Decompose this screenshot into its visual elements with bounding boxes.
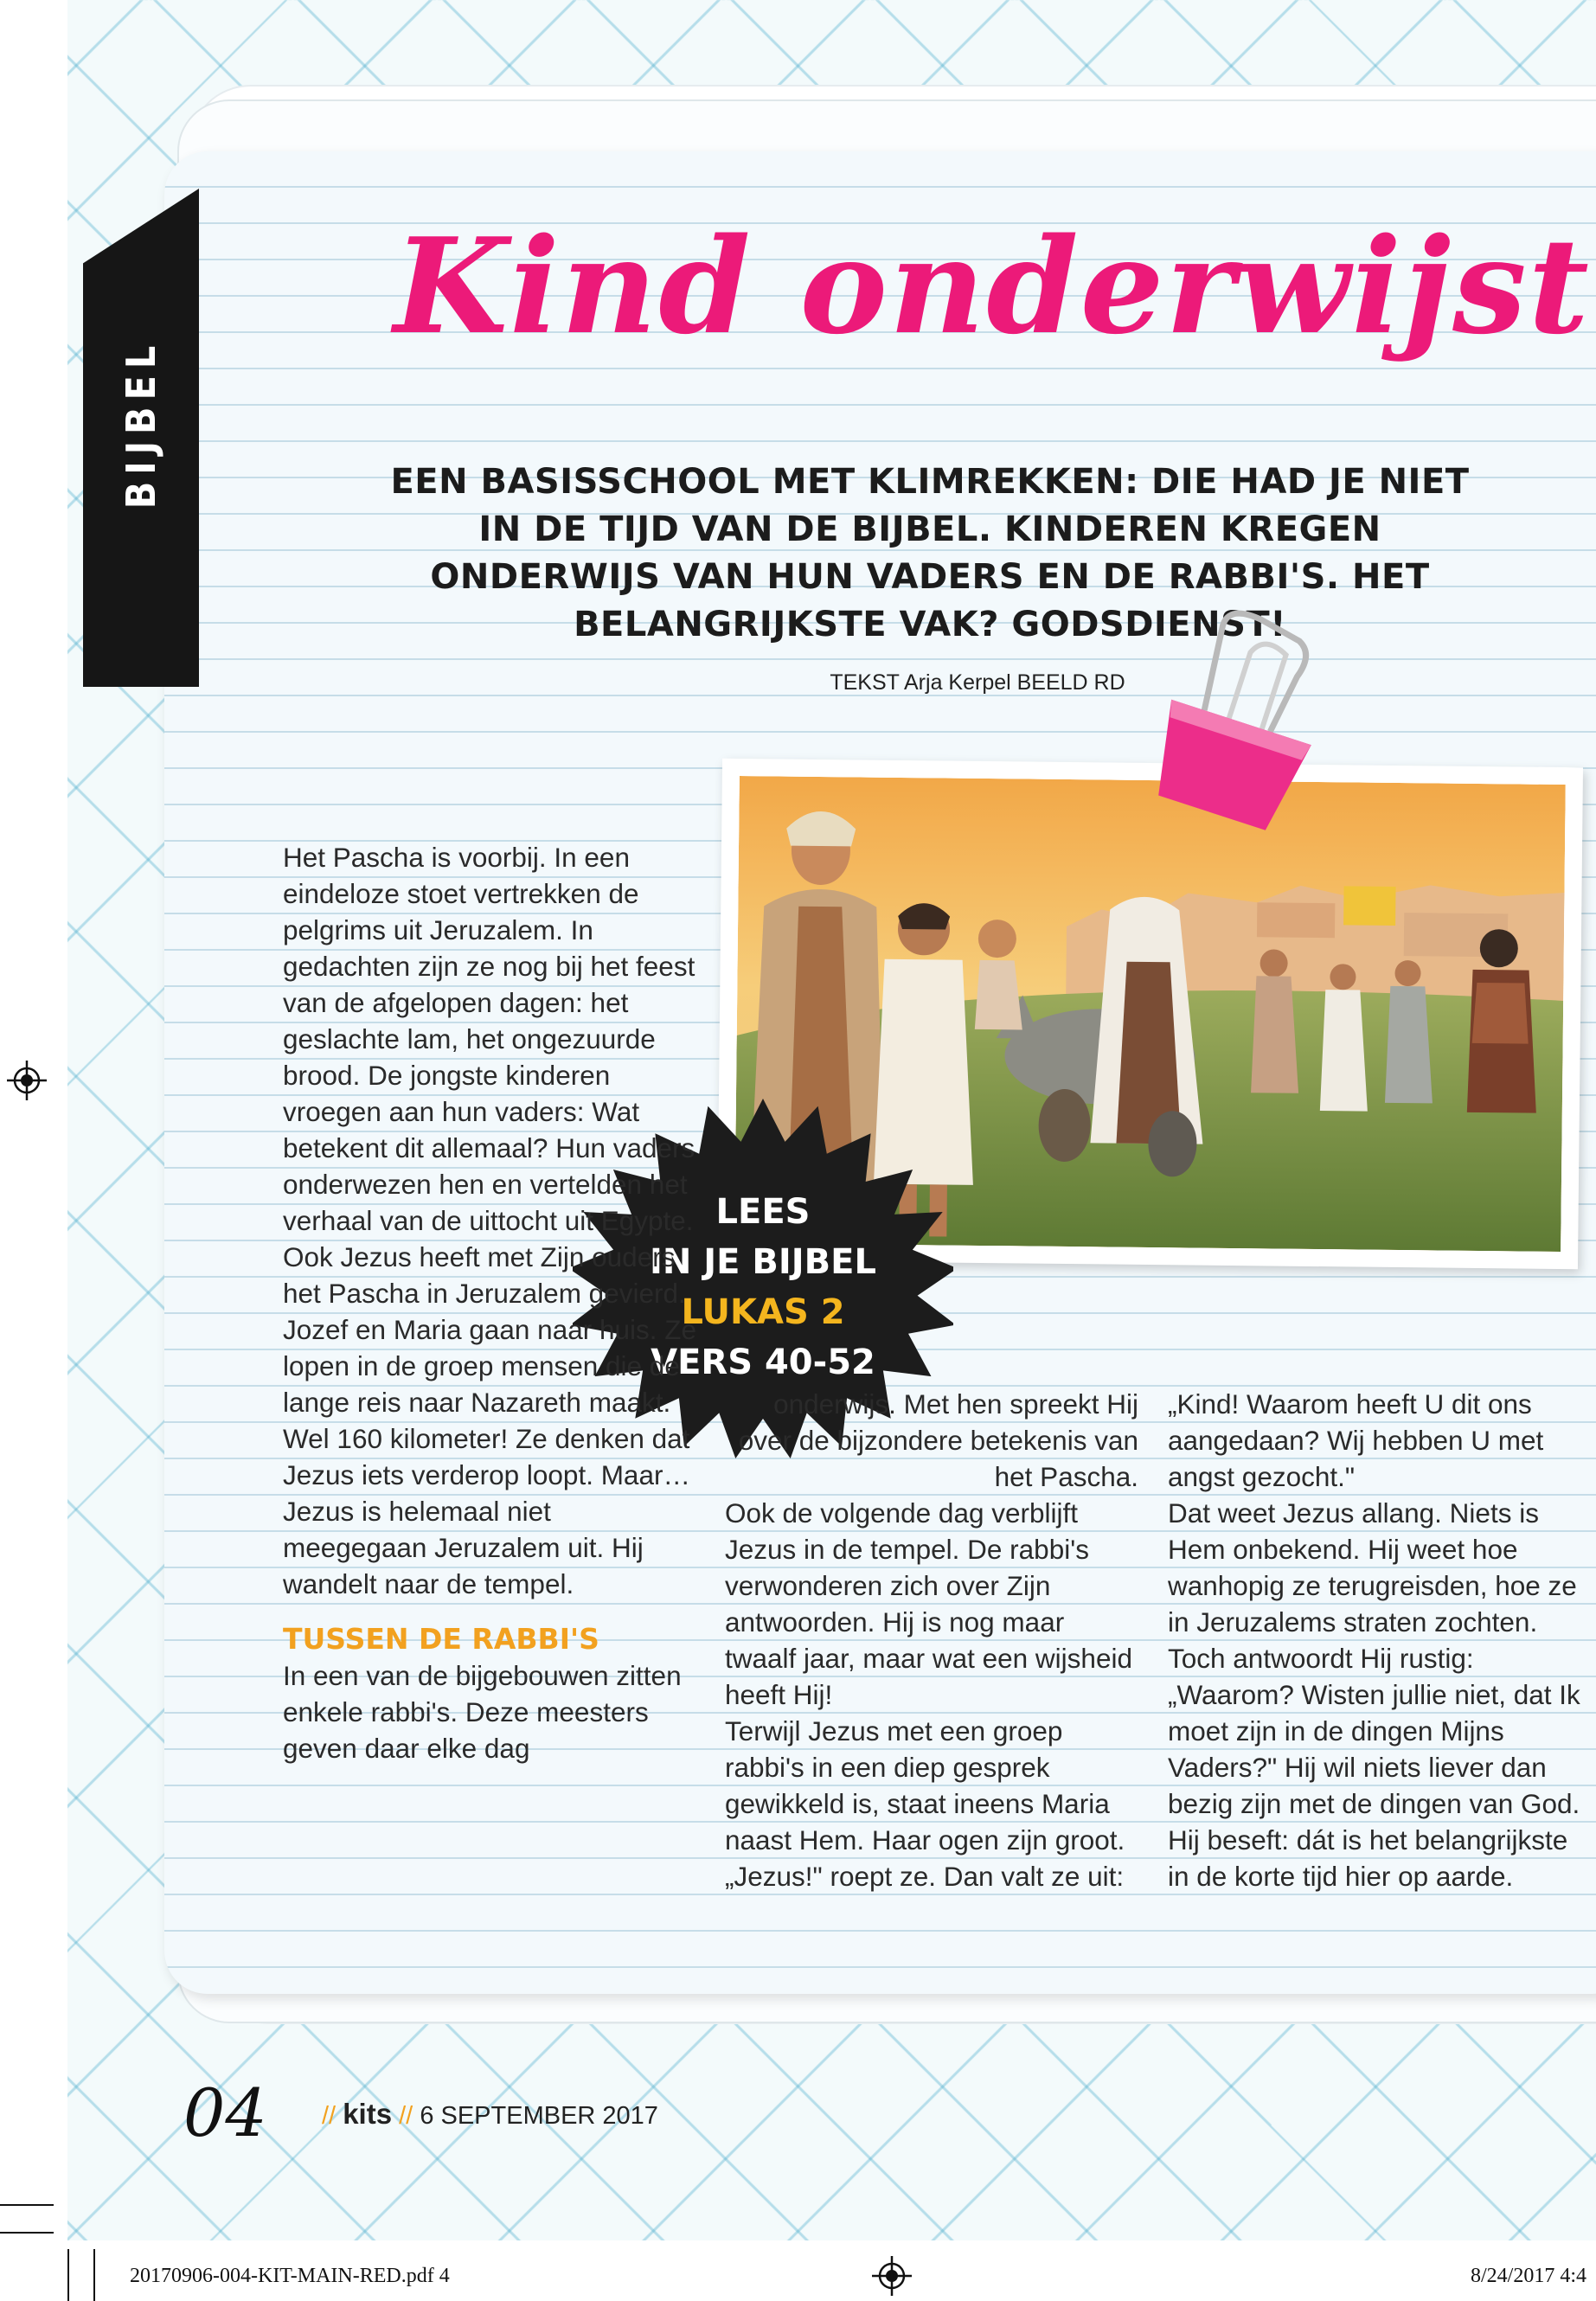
slug-filename: 20170906-004-KIT-MAIN-RED.pdf 4 <box>130 2265 450 2287</box>
article-title: Kind onderwijst <box>394 208 1591 363</box>
crop-mark <box>0 2204 54 2206</box>
article-intro: EEN BASISSCHOOL MET KLIMREKKEN: DIE HAD JE NIET IN DE TIJD VAN DE BIJBEL. KINDEREN KREGEN ONDERWIJS VAN HUN VADERS EN DE RABBI'S. HET BELANGRIJKSTE VAK? GODSDIENST! <box>390 462 1470 644</box>
paragraph: Het Pascha is voorbij. In een eindeloze stoet vertrekken de pelgrims uit Jeruzalem. In gedachten zijn ze nog bij het feest van de afgelopen dagen: het geslachte lam, het ongezuurde brood. De jongste kinderen vroegen aan hun vaders: Wat betekent dit allemaal? Hun vaders onderwezen hen en vertelden het verhaal van de uittocht uit Egypte. <box>283 842 695 1236</box>
crop-mark <box>0 2232 54 2234</box>
footer-separator: // <box>322 2102 337 2130</box>
page-footer <box>322 2098 658 2131</box>
registration-mark-icon <box>7 1061 47 1100</box>
badge-line-3: LUKAS 2 <box>681 1292 845 1332</box>
footer-separator: // <box>399 2102 413 2130</box>
paragraph: Dat weet Jezus allang. Niets is Hem onbekend. Hij weet hoe wanhopig ze terugreisden, hoe ze in Jeruzalems straten zochten. Toch antwoordt Hij rustig: „Waarom? Wisten jullie niet, dat Ik moet zijn in de dingen Mijns Vaders?" Hij wil niets liever dan bezig zijn met de dingen van God. Hij beseft: dát is het belangrijkste in de korte tijd hier op aarde. <box>1168 1497 1580 1892</box>
left-margin-strip <box>0 0 67 2301</box>
crop-mark <box>67 2249 69 2301</box>
issue-date: 6 SEPTEMBER 2017 <box>420 2102 658 2130</box>
article-credits: TEKST Arja Kerpel BEELD RD <box>830 670 1125 695</box>
paragraph: „Kind! Waarom heeft U dit ons aangedaan? Wij hebben U met angst gezocht." <box>1168 1388 1544 1492</box>
paragraph: Terwijl Jezus met een groep rabbi's in een diep gesprek gewikkeld is, staat ineens Maria naast Hem. Haar ogen zijn groot. „Jezus!" roept ze. Dan valt ze uit: <box>725 1715 1125 1892</box>
crop-mark <box>93 2249 95 2301</box>
subheading: TUSSEN DE RABBI'S <box>283 1622 599 1656</box>
paragraph: In een van de bijgebouwen zitten enkele rabbi's. Deze meesters geven daar elke dag <box>283 1660 682 1764</box>
article-column-3 <box>1168 1386 1590 1894</box>
page-number: 04 <box>183 2074 267 2151</box>
badge-line-4: VERS 40-52 <box>651 1343 875 1382</box>
article-column-1 <box>283 839 698 1766</box>
badge-line-2: IN JE BIJBEL <box>650 1242 876 1282</box>
paragraph: onderwijs. Met hen spreekt Hij over de bijzondere betekenis van het Pascha. <box>738 1388 1138 1492</box>
paragraph: Ook de volgende dag verblijft Jezus in de tempel. De rabbi's verwonderen zich over Zijn antwoorden. Hij is nog maar twaalf jaar, maar wat een wijsheid heeft Hij! <box>725 1497 1132 1710</box>
article-column-2 <box>725 1386 1138 1894</box>
magazine-name: kits <box>343 2098 393 2130</box>
section-tab-label: BIJBEL <box>118 338 164 510</box>
registration-mark-icon <box>872 2256 912 2296</box>
badge-line-1: LEES <box>715 1192 811 1232</box>
slug-timestamp: 8/24/2017 4:4 <box>1471 2265 1587 2287</box>
paragraph: Ook Jezus heeft met Zijn ouders het Pascha in Jeruzalem gevierd. Jozef en Maria gaan naar huis. Ze lopen in de groep mensen die de lange reis naar Nazareth maakt. Wel 160 kilometer! Ze denken dat Jezus iets verderop loopt. Maar… Jezus is helemaal niet meegegaan Jeruzalem uit. Hij wandelt naar de tempel. <box>283 1241 697 1599</box>
